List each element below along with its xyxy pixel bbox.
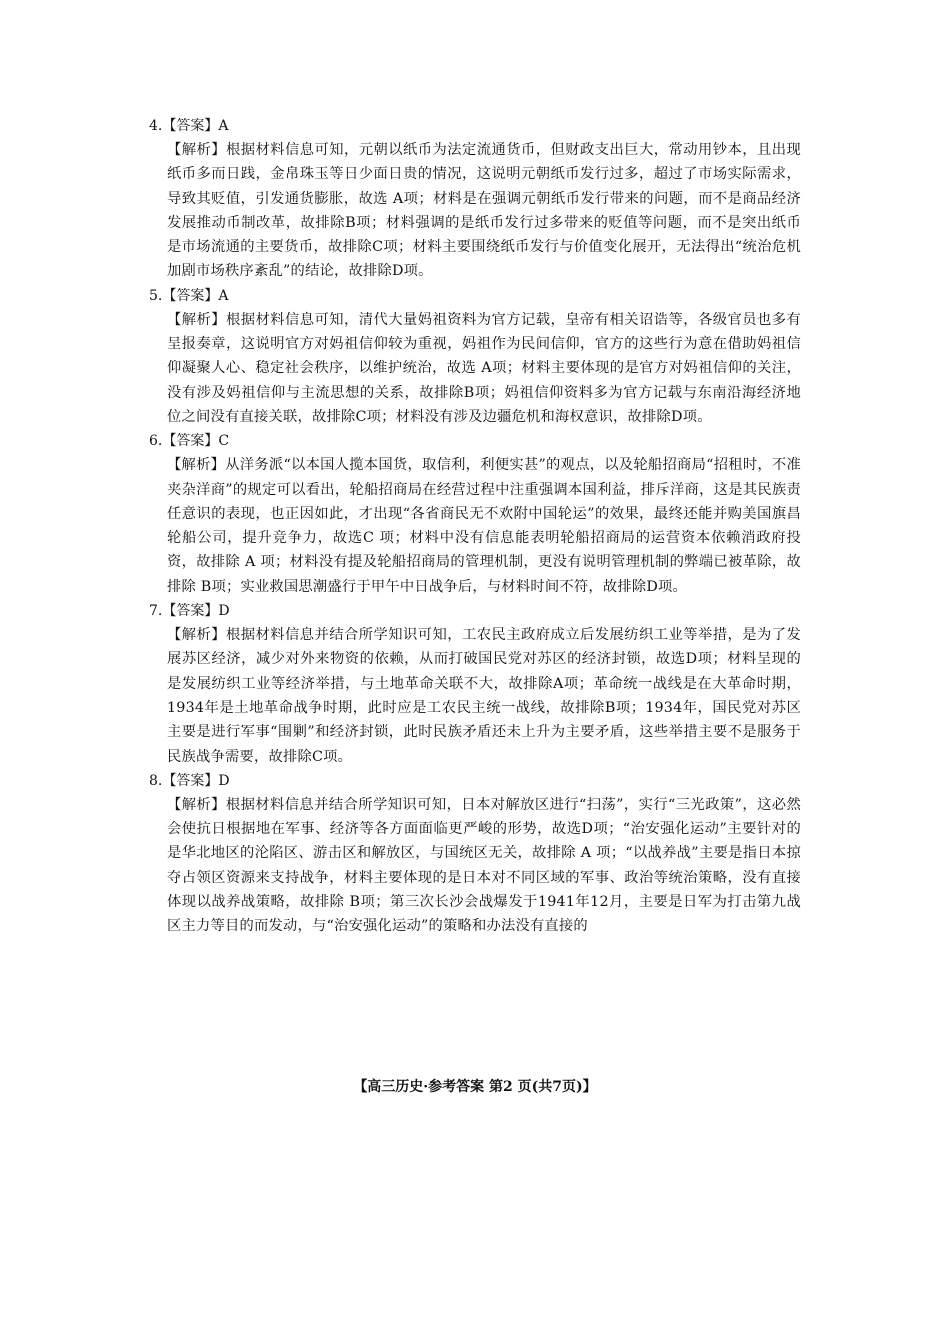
analysis-paragraph: 【解析】根据材料信息可知，清代大量妈祖资料为官方记载，皇帝有相关诏诰等，各级官员也多有呈报奏章，这说明官方对妈祖信仰较为重视，妈祖作为民间信仰，官方的这些行为意在借助妈祖信仰凝聚人心、稳定社会秩序，以维护统治，故选 A项；材料主要体现的是官方对妈祖信仰的关注，没有涉及妈祖信仰与主流思想的关系，故排除B项；妈祖信仰资料多为官方记载与东南沿海经济地位之间没有直接关联，故排除C项；材料没有涉及边疆危机和海权意识，故排除D项。 [167, 311, 801, 425]
answer-list [149, 114, 801, 939]
analysis-paragraph: 【解析】根据材料信息可知，元朝以纸币为法定流通货币，但财政支出巨大，常动用钞本，且出现纸币多而日践，金帛珠玉等日少面日贵的情况，这说明元朝纸币发行过多，超过了市场实际需求，导致其贬值，引发通货膨胀，故选 A项；材料是在强调元朝纸币发行带来的问题，而不是商品经济发展推动币制改革，故排除B项；材料强调的是纸币发行过多带来的贬值等问题，而不是突出纸币是市场流通的主要货币，故排除C项；材料主要围绕纸币发行与价值变化展开，无法得出“统治危机加剧市场秩序紊乱”的结论，故排除D项。 [167, 142, 801, 280]
page-footer: 【高三历史·参考答案 第2 页(共7页)】 [353, 1079, 597, 1095]
question-8 [149, 769, 801, 939]
analysis-paragraph: 【解析】从洋务派“以本国人揽本国货，取信利，利便实甚”的观点，以及轮船招商局“招租时，不准夹杂洋商”的规定可以看出，轮船招商局在经营过程中注重强调本国利益，排斥洋商，这是其民族责任意识的表现，也正因如此，才出现“各省商民无不欢附中国轮运”的效果，最终还能并购美国旗昌轮船公司，提升竞争力，故选C 项；材料中没有信息能表明轮船招商局的运营资本依赖消政府投资，故排除 A 项；材料没有提及轮船招商局的管理机制，更没有说明管理机制的弊端已被革除，故排除 B项；实业救国思潮盛行于甲午中日战争后，与材料时间不符，故排除D项。 [167, 457, 801, 595]
analysis-paragraph: 【解析】根据材料信息并结合所学知识可知，工农民主政府成立后发展纺织工业等举措，是为了发展苏区经济，减少对外来物资的依赖，从而打破国民党对苏区的经济封锁，故选D项；材料呈现的是发展纺织工业等经济举措，与土地革命关联不大，故排除A项；革命统一战线是在大革命时期，1934年是土地革命战争时期，此时应是工农民主统一战线，故排除B项；1934年，国民党对苏区主要是进行军事“围剿”和经济封锁，此时民族矛盾还未上升为主要矛盾，这些举措主要不是服务于民族战争需要，故排除C项。 [167, 627, 801, 765]
answer-line: 4.【答案】A [149, 118, 229, 134]
analysis-paragraph: 【解析】根据材料信息并结合所学知识可知，日本对解放区进行“扫荡”，实行“三光政策”，这必然会使抗日根据地在军事、经济等各方面面临更严峻的形势，故选D项；“治安强化运动”主要针对的是华北地区的沦陷区、游击区和解放区，与国统区无关，故排除 A 项；“以战养战”主要是指日本掠夺占领区资源来支持战争，材料主要体现的是日本对不同区域的军事、政治等统治策略，没有直接体现以战养战策略，故排除 B项；第三次长沙会战爆发于1941年12月，主要是日军为打击第九战区主力等目的而发动，与“治安强化运动”的策略和办法没有直接的 [167, 796, 801, 935]
question-6 [149, 429, 801, 599]
question-7 [149, 599, 801, 769]
answer-line: 8.【答案】D [149, 772, 230, 789]
answer-line: 5.【答案】A [149, 287, 229, 304]
question-4 [149, 114, 801, 284]
answer-line: 7.【答案】D [149, 603, 230, 620]
answer-line: 6.【答案】C [149, 433, 230, 450]
question-5 [149, 284, 801, 429]
